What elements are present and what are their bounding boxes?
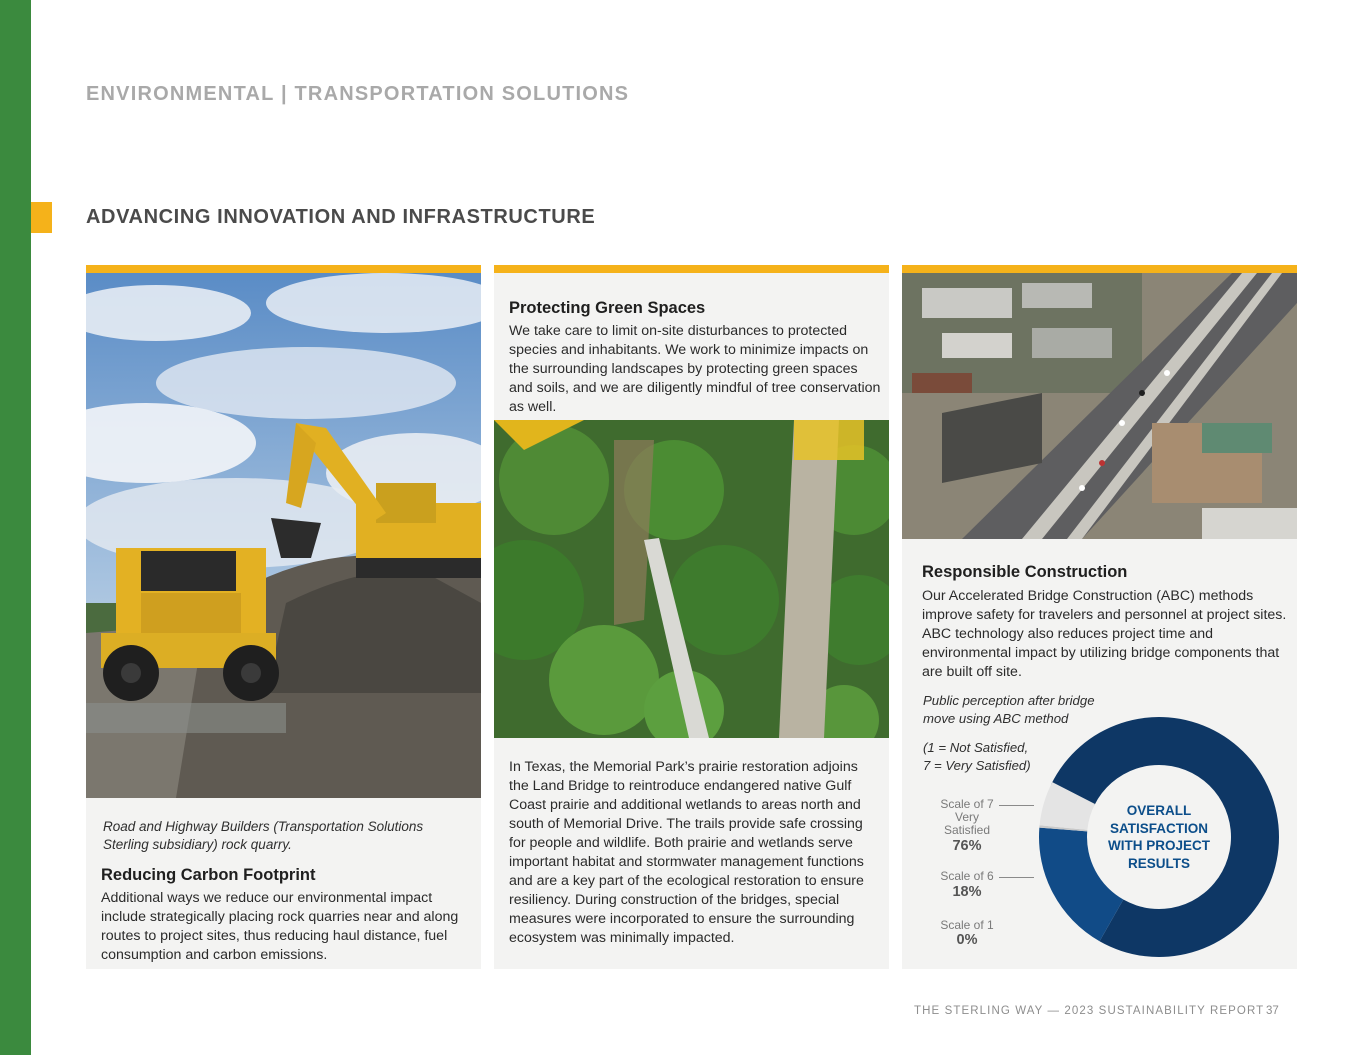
card-body: Additional ways we reduce our environmental impact include strategically placing rock quarries near and along routes to project sites, thus reducing haul distance, fuel consumption and carbon emissions.: [101, 890, 459, 963]
legend-leader-line: [999, 805, 1034, 806]
chart-scale-line1: (1 = Not Satisfied,: [923, 740, 1029, 755]
page-number: 37: [1266, 1005, 1279, 1017]
chart-scale-line2: 7 = Very Satisfied): [923, 758, 1031, 773]
footer-report-title: THE STERLING WAY — 2023 SUSTAINABILITY REPORT: [914, 1005, 1265, 1017]
bridge-construction-aerial-photo: [902, 273, 1297, 539]
card-green-spaces: [494, 265, 889, 969]
legend-label-scale6: Scale of 6: [940, 869, 994, 883]
section-marker-tab: [31, 202, 52, 233]
legend-value-scale6: 18%: [952, 884, 982, 900]
left-accent-bar: [0, 0, 31, 1055]
legend-label-scale1: Scale of 1: [940, 918, 994, 932]
land-bridge-aerial-photo: [494, 420, 889, 738]
legend-value-scale7: 76%: [952, 838, 982, 854]
page-title: ADVANCING INNOVATION AND INFRASTRUCTURE: [86, 206, 596, 228]
chart-note-line2: move using ABC method: [923, 711, 1069, 726]
card-intro: We take care to limit on-site disturbances to protected species and inhabitants. We work to minimize impacts on the surrounding landscapes by protecting green spaces and soils, and we are diligently mindful of tree conservation as well.: [509, 323, 881, 415]
legend-sublabel-satisfied: Satisfied: [943, 823, 991, 837]
section-kicker: ENVIRONMENTAL | TRANSPORTATION SOLUTIONS: [86, 83, 630, 105]
legend-value-scale1: 0%: [956, 932, 978, 948]
legend-leader-line: [999, 877, 1034, 878]
card-body: In Texas, the Memorial Park’s prairie restoration adjoins the Land Bridge to reintroduce endangered native Gulf Coast prairie and additional wetlands to areas north and south of Memorial Drive. The trails provide safe crossing for people and wildlife. Both prairie and wetlands serve important habitat and stormwater management functions and are a key part of the ecological restoration to ensure resiliency. During construction of the bridges, special measures were incorporated to ensure the surrounding ecosystem was minimally impacted.: [509, 759, 864, 946]
card-carbon-footprint: [86, 265, 481, 969]
legend-label-scale7: Scale of 7: [940, 797, 994, 811]
photo-caption: Road and Highway Builders (Transportation Solutions Sterling subsidiary) rock quarry.: [103, 819, 424, 852]
donut-center-label: OVERALL SATISFACTION WITH PROJECT RESULTS: [1107, 803, 1210, 871]
card-heading: Protecting Green Spaces: [509, 299, 706, 317]
card-heading: Reducing Carbon Footprint: [101, 866, 316, 884]
chart-note-line1: Public perception after bridge: [923, 693, 1095, 708]
legend-sublabel-very: Very: [954, 810, 979, 824]
card-heading: Responsible Construction: [922, 563, 1128, 581]
quarry-photo: [86, 273, 481, 798]
card-body: Our Accelerated Bridge Construction (ABC) methods improve safety for travelers and personnel at project sites. ABC technology also reduces project time and environmental impact by utilizing bridge components that are built off site.: [922, 588, 1287, 680]
